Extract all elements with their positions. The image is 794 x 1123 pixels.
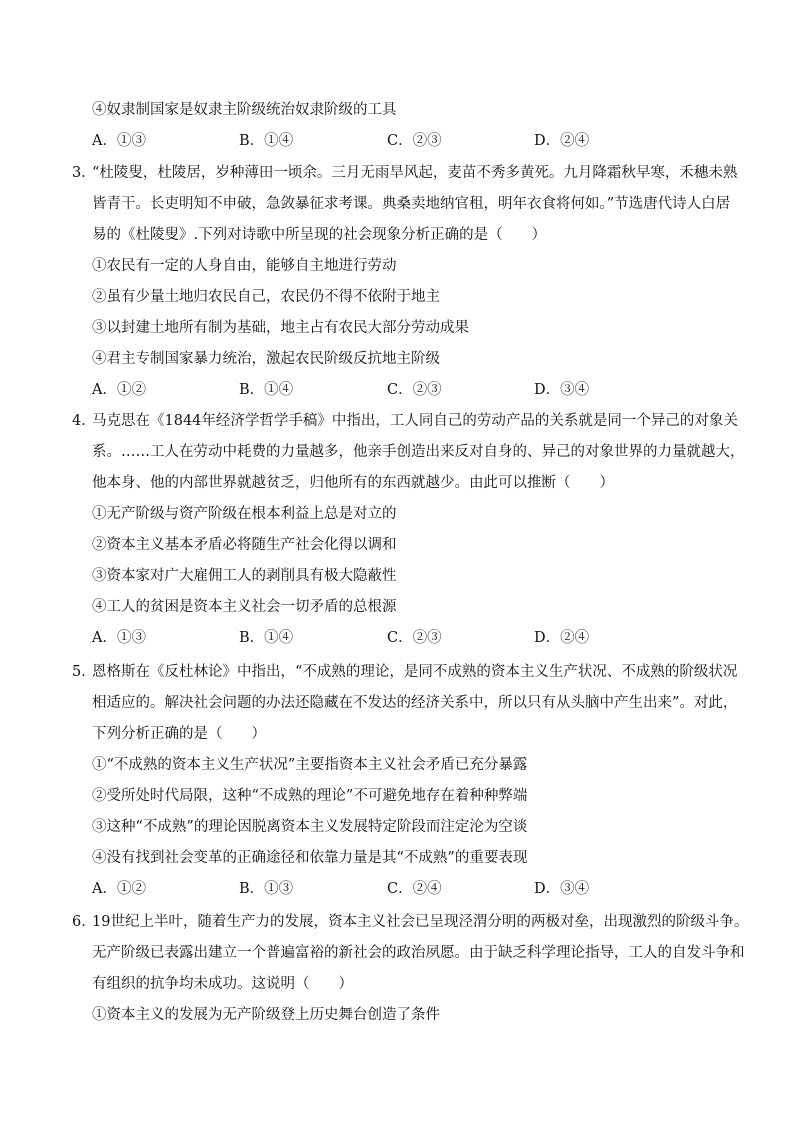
q5-option-a[interactable]: A．①② (92, 881, 146, 897)
q3-number: 3． (72, 165, 96, 181)
q4-stem-line-1: 马克思在《1844年经济学哲学手稿》中指出，工人同自己的劳动产品的关系就是同一个异己的对象关 (92, 413, 738, 429)
q6-statement-1: ①资本主义的发展为无产阶级登上历史舞台创造了条件 (92, 1007, 440, 1023)
q4-option-d[interactable]: D．②④ (534, 630, 590, 646)
q4-number: 4． (72, 413, 96, 429)
q5-statement-2: ②受所处时代局限，这种“不成熟的理论”不可避免地存在着种种弊端 (92, 788, 528, 804)
q4-option-b[interactable]: B．①④ (239, 630, 294, 646)
q2-statement-4: ④奴隶制国家是奴隶主阶级统治奴隶阶级的工具 (92, 102, 397, 118)
q3-stem-line-1: “杜陵叟，杜陵居，岁种薄田一顷余。三月无雨旱风起，麦苗不秀多黄死。九月降霜秋早寒，禾穗未熟 (92, 165, 738, 181)
q2-option-d[interactable]: D．②④ (534, 133, 590, 149)
q4-options (92, 628, 652, 648)
q5-options (92, 879, 652, 899)
q5-stem-line-1: 恩格斯在《反杜林论》中指出，“不成熟的理论，是同不成熟的资本主义生产状况、不成熟的阶级状况 (92, 664, 738, 680)
q4-statement-1: ①无产阶级与资产阶级在根本利益上总是对立的 (92, 506, 397, 522)
q6-stem-line-3: 有组织的抗争均未成功。这说明（ ） (92, 976, 353, 992)
q4-option-a[interactable]: A．①③ (92, 630, 146, 646)
q4-stem-line-2: 系。……工人在劳动中耗费的力量越多，他亲手创造出来反对自身的、异己的对象世界的力量就越大， (92, 444, 745, 460)
q5-option-b[interactable]: B．①③ (239, 881, 294, 897)
q5-option-d[interactable]: D．③④ (534, 881, 590, 897)
q3-statement-2: ②虽有少量土地归农民自己，农民仍不得不依附于地主 (92, 289, 440, 305)
q6-stem-line-1: 19世纪上半叶，随着生产力的发展，资本主义社会已呈现泾渭分明的两极对垒，出现激烈的阶级斗争。 (92, 914, 749, 930)
q2-option-b[interactable]: B．①④ (239, 133, 294, 149)
q3-statement-3: ③以封建土地所有制为基础，地主占有农民大部分劳动成果 (92, 320, 469, 336)
q3-option-d[interactable]: D．③④ (534, 382, 590, 398)
q3-stem-line-3: 易的《杜陵叟》.下列对诗歌中所呈现的社会现象分析正确的是（ ） (92, 227, 547, 243)
q4-statement-3: ③资本家对广大雇佣工人的剥削具有极大隐蔽性 (92, 568, 397, 584)
q2-options (92, 131, 652, 151)
q3-option-a[interactable]: A．①② (92, 382, 146, 398)
q5-number: 5． (72, 664, 96, 680)
q3-stem-line-2: 皆青干。长吏明知不申破，急敛暴征求考课。典桑卖地纳官租，明年衣食将何如。”节选唐代诗人白居 (92, 196, 731, 212)
q2-option-c[interactable]: C．②③ (387, 133, 442, 149)
q3-option-b[interactable]: B．①④ (239, 382, 294, 398)
q2-option-a[interactable]: A．①③ (92, 133, 146, 149)
q6-number: 6． (72, 914, 96, 930)
q5-stem-line-3: 下列分析正确的是（ ） (92, 726, 266, 742)
q3-option-c[interactable]: C．②③ (387, 382, 442, 398)
q6-stem-line-2: 无产阶级已表露出建立一个普遍富裕的新社会的政治夙愿。由于缺乏科学理论指导，工人的自发斗争和 (92, 945, 745, 961)
q5-statement-1: ①“不成熟的资本主义生产状况”主要指资本主义社会矛盾已充分暴露 (92, 757, 528, 773)
q3-statement-1: ①农民有一定的人身自由，能够自主地进行劳动 (92, 258, 397, 274)
q4-option-c[interactable]: C．②③ (387, 630, 442, 646)
q5-option-c[interactable]: C．②④ (387, 881, 442, 897)
q3-options (92, 380, 652, 400)
q4-stem-line-3: 他本身、他的内部世界就越贫乏，归他所有的东西就越少。由此可以推断（ ） (92, 475, 614, 491)
q4-statement-2: ②资本主义基本矛盾必将随生产社会化得以调和 (92, 537, 397, 553)
q5-statement-4: ④没有找到社会变革的正确途径和依靠力量是其“不成熟”的重要表现 (92, 850, 528, 866)
q5-stem-line-2: 相适应的。解决社会问题的办法还隐藏在不发达的经济关系中，所以只有从头脑中产生出来”。对此， (92, 695, 738, 711)
q5-statement-3: ③这种“不成熟”的理论因脱离资本主义发展特定阶段而注定沦为空谈 (92, 819, 528, 835)
q3-statement-4: ④君主专制国家暴力统治，激起农民阶级反抗地主阶级 (92, 351, 440, 367)
q4-statement-4: ④工人的贫困是资本主义社会一切矛盾的总根源 (92, 599, 397, 615)
